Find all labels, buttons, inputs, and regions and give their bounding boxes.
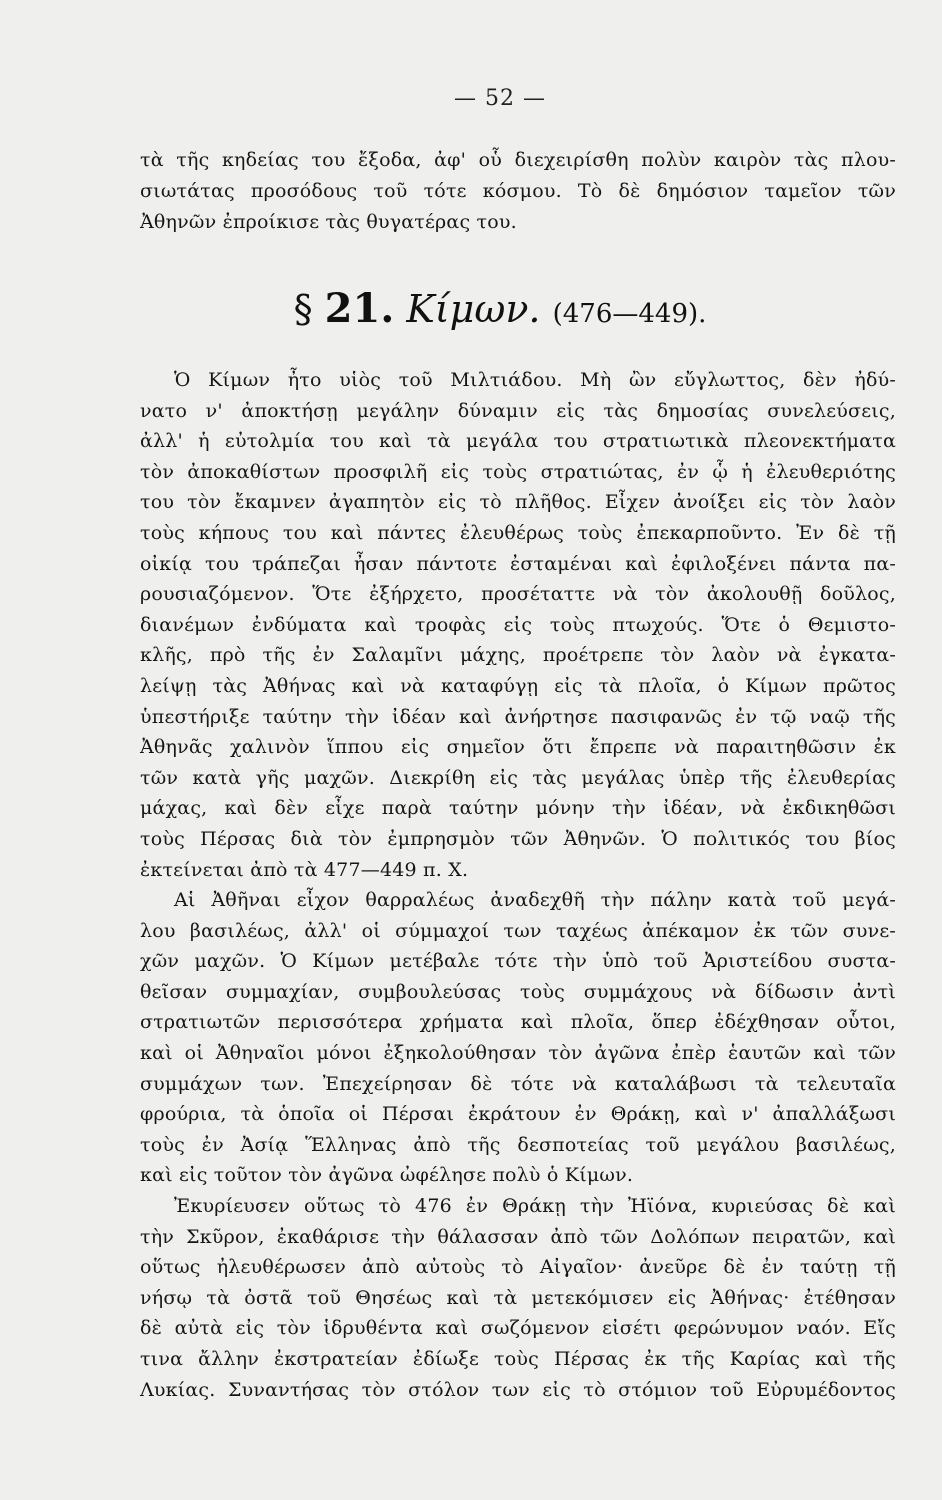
section-dates: (476—449). — [552, 299, 707, 329]
section-sign: § — [293, 287, 313, 331]
text-line: τοὺς κήπους του καὶ πάντες ἐλευθέρως τοὺς ἐπεκαρποῦντο. Ἐν δὲ τῇ — [140, 521, 896, 544]
text-line: χῶν μαχῶν. Ὁ Κίμων μετέβαλε τότε τὴν ὑπὸ τοῦ Ἀριστείδου συστα- — [140, 950, 896, 973]
text-line: τὴν Σκῦρον, ἐκαθάρισε τὴν θάλασσαν ἀπὸ τῶν Δολόπων πειρατῶν, καὶ — [140, 1225, 896, 1248]
intro-paragraph — [140, 145, 896, 238]
text-line: καὶ εἰς τοῦτον τὸν ἀγῶνα ὠφέλησε πολὺ ὁ Κίμων. — [140, 1164, 634, 1187]
text-line: ρουσιαζόμενον. Ὅτε ἐξήρχετο, προσέταττε νὰ τὸν ἀκολουθῇ δοῦλος, — [140, 583, 896, 606]
text-line: Ὁ Κίμων ἦτο υἱὸς τοῦ Μιλτιάδου. Μὴ ὢν εὔγλωττος, δὲν ἠδύ- — [174, 369, 896, 391]
text-line: ὑπεστήριξε ταύτην τὴν ἰδέαν καὶ ἀνήρτησε πασιφανῶς ἐν τῷ ναῷ τῆς — [140, 705, 896, 728]
text-line: διανέμων ἐνδύματα καὶ τροφὰς εἰς τοὺς πτωχούς. Ὅτε ὁ Θεμιστο- — [140, 613, 896, 636]
text-line: κλῆς, πρὸ τῆς ἐν Σαλαμῖνι μάχης, προέτρεπε τὸν λαὸν νὰ ἐγκατα- — [140, 644, 896, 667]
text-line: νήσῳ τὰ ὀστᾶ τοῦ Θησέως καὶ τὰ μετεκόμισεν εἰς Ἀθήνας· ἐτέθησαν — [140, 1286, 896, 1309]
text-line: δὲ αὐτὰ εἰς τὸν ἱδρυθέντα καὶ σωζόμενον εἰσέτι φερώνυμον ναόν. Εἴς — [140, 1317, 896, 1340]
text-line: τοὺς Πέρσας διὰ τὸν ἐμπρησμὸν τῶν Ἀθηνῶν. Ὁ πολιτικός του βίος — [140, 827, 896, 850]
text-line: οὕτως ἠλευθέρωσεν ἀπὸ αὐτοὺς τὸ Αἰγαῖον· ἀνεῦρε δὲ ἐν ταύτῃ τῇ — [140, 1256, 896, 1279]
text-line: μάχας, καὶ δὲν εἶχε παρὰ ταύτην μόνην τὴν ἰδέαν, νὰ ἐκδικηθῶσι — [140, 797, 896, 820]
text-line: θεῖσαν συμμαχίαν, συμβουλεύσας τοὺς συμμάχους νὰ δίδωσιν ἀντὶ — [140, 980, 896, 1003]
section-number: 21. — [324, 285, 395, 332]
text-line: Ἀθηνᾶς χαλινὸν ἵππου εἰς σημεῖον ὅτι ἔπρεπε νὰ παραιτηθῶσιν ἐκ — [140, 736, 896, 759]
text-line: τινα ἄλλην ἐκστρατείαν ἐδίωξε τοὺς Πέρσας ἐκ τῆς Καρίας καὶ τῆς — [140, 1348, 896, 1370]
text-line: φρούρια, τὰ ὁποῖα οἱ Πέρσαι ἐκράτουν ἐν Θράκῃ, καὶ ν' ἀπαλλάξωσι — [140, 1103, 896, 1126]
text-line: Ἀθηνῶν ἐπροίκισε τὰς θυγατέρας του. — [140, 211, 517, 233]
text-line: νατο ν' ἀποκτήσῃ μεγάλην δύναμιν εἰς τὰς δημοσίας συνελεύσεις, — [140, 399, 896, 422]
text-line: οἰκίᾳ του τράπεζαι ἦσαν πάντοτε ἐσταμέναι καὶ ἐφιλοξένει πάντα πα- — [140, 552, 896, 575]
text-line: ἀλλ' ἡ εὐτολμία του καὶ τὰ μεγάλα του στρατιωτικὰ πλεονεκτήματα — [140, 430, 896, 453]
page-number: — 52 — — [454, 86, 546, 111]
text-line: Αἱ Ἀθῆναι εἶχον θαρραλέως ἀναδεχθῆ τὴν πάλην κατὰ τοῦ μεγά- — [174, 889, 896, 912]
text-line: καὶ οἱ Ἀθηναῖοι μόνοι ἐξηκολούθησαν τὸν ἀγῶνα ἐπὲρ ἑαυτῶν καὶ τῶν — [140, 1042, 896, 1065]
text-line: τὰ τῆς κηδείας του ἔξοδα, ἀφ' οὗ διεχειρίσθη πολὺν καιρὸν τὰς πλου- — [140, 149, 896, 171]
text-line: λείψῃ τὰς Ἀθήνας καὶ νὰ καταφύγῃ εἰς τὰ πλοῖα, ὁ Κίμων πρῶτος — [140, 674, 896, 697]
text-line: συμμάχων των. Ἐπεχείρησαν δὲ τότε νὰ καταλάβωσι τὰ τελευταῖα — [140, 1072, 896, 1095]
text-line: τῶν κατὰ γῆς μαχῶν. Διεκρίθη εἰς τὰς μεγάλας ὑπὲρ τῆς ἐλευθερίας — [140, 766, 896, 789]
text-line: Ἐκυρίευσεν οὕτως τὸ 476 ἐν Θράκῃ τὴν Ἠϊόνα, κυριεύσας δὲ καὶ — [174, 1195, 896, 1218]
text-line: τοὺς ἐν Ἀσίᾳ Ἕλληνας ἀπὸ τῆς δεσποτείας τοῦ μεγάλου βασιλέως, — [140, 1133, 896, 1156]
main-text — [140, 365, 896, 1405]
text-line: ἐκτείνεται ἀπὸ τὰ 477—449 π. Χ. — [140, 858, 469, 881]
text-line: του τὸν ἔκαμνεν ἀγαπητὸν εἰς τὸ πλῆθος. Εἶχεν ἀνοίξει εἰς τὸν λαὸν — [140, 491, 896, 514]
text-line: λου βασιλέως, ἀλλ' οἱ σύμμαχοί των ταχέως ἀπέκαμον ἐκ τῶν συνε- — [140, 919, 896, 942]
text-line: Λυκίας. Συναντήσας τὸν στόλον των εἰς τὸ στόμιον τοῦ Εὐρυμέδοντος — [140, 1378, 896, 1401]
section-heading — [0, 285, 942, 332]
section-title: Κίμων. — [406, 287, 541, 331]
text-line: στρατιωτῶν περισσότερα χρήματα καὶ πλοῖα, ὅπερ ἐδέχθησαν οὗτοι, — [140, 1011, 896, 1034]
text-line: τὸν ἀποκαθίστων προσφιλῆ εἰς τοὺς στρατιώτας, ἐν ᾧ ἡ ἐλευθεριότης — [140, 460, 896, 483]
text-line: σιωτάτας προσόδους τοῦ τότε κόσμου. Τὸ δὲ δημόσιον ταμεῖον τῶν — [140, 180, 896, 202]
